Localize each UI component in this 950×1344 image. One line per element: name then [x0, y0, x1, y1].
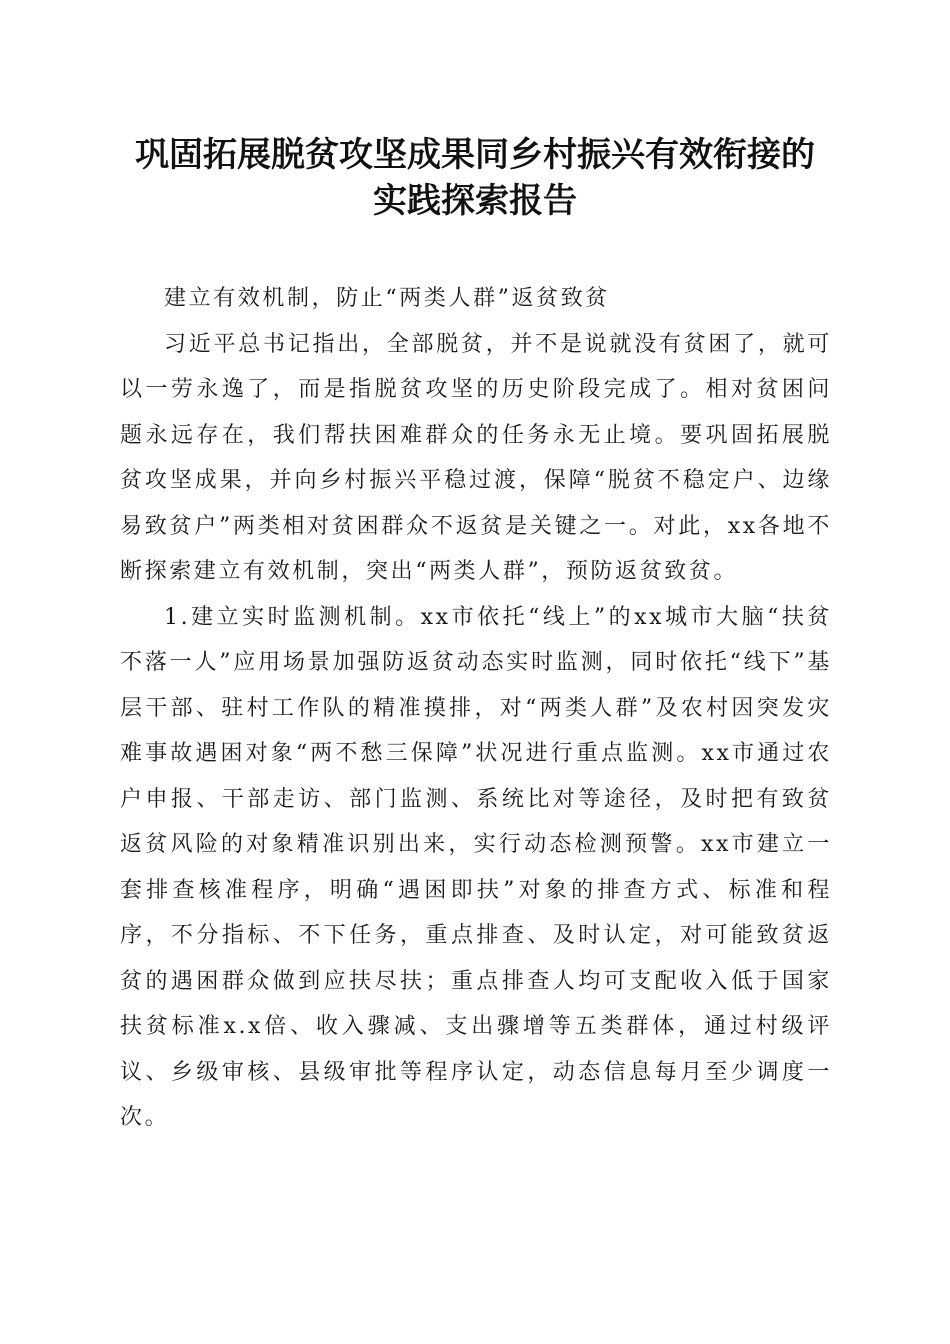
document-title	[100, 132, 850, 224]
section-heading: 建立有效机制，防止“两类人群”返贫致贫	[164, 286, 610, 311]
title-line-1: 巩固拓展脱贫攻坚成果同乡村振兴有效衔接的	[135, 135, 815, 175]
title-line-2: 实践探索报告	[373, 181, 577, 221]
document-body	[120, 276, 832, 1141]
paragraph-intro: 习近平总书记指出，全部脱贫，并不是说就没有贫困了，就可以一劳永逸了，而是指脱贫攻坚的历史阶段完成了。相对贫困问题永远存在，我们帮扶困难群众的任务永无止境。要巩固拓展脱贫攻坚成果，并向乡村振兴平稳过渡，保障“脱贫不稳定户、边缘易致贫户”两类相对贫困群众不返贫是关键之一。对此，xx各地不断探索建立有效机制，突出“两类人群”，预防返贫致贫。	[120, 331, 832, 584]
paragraph-monitoring: 1.建立实时监测机制。xx市依托“线上”的xx城市大脑“扶贫不落一人”应用场景加强防返贫动态实时监测，同时依托“线下”基层干部、驻村工作队的精准摸排，对“两类人群”及农村因突发灾难事故遇困对象“两不愁三保障”状况进行重点监测。xx市通过农户申报、干部走访、部门监测、系统比对等途径，及时把有致贫返贫风险的对象精准识别出来，实行动态检测预警。xx市建立一套排查核准程序，明确“遇困即扶”对象的排查方式、标准和程序，不分指标、不下任务，重点排查、及时认定，对可能致贫返贫的遇困群众做到应扶尽扶；重点排查人均可支配收入低于国家扶贫标准x.x倍、收入骤减、支出骤增等五类群体，通过村级评议、乡级审核、县级审批等程序认定，动态信息每月至少调度一次。	[120, 604, 832, 1130]
